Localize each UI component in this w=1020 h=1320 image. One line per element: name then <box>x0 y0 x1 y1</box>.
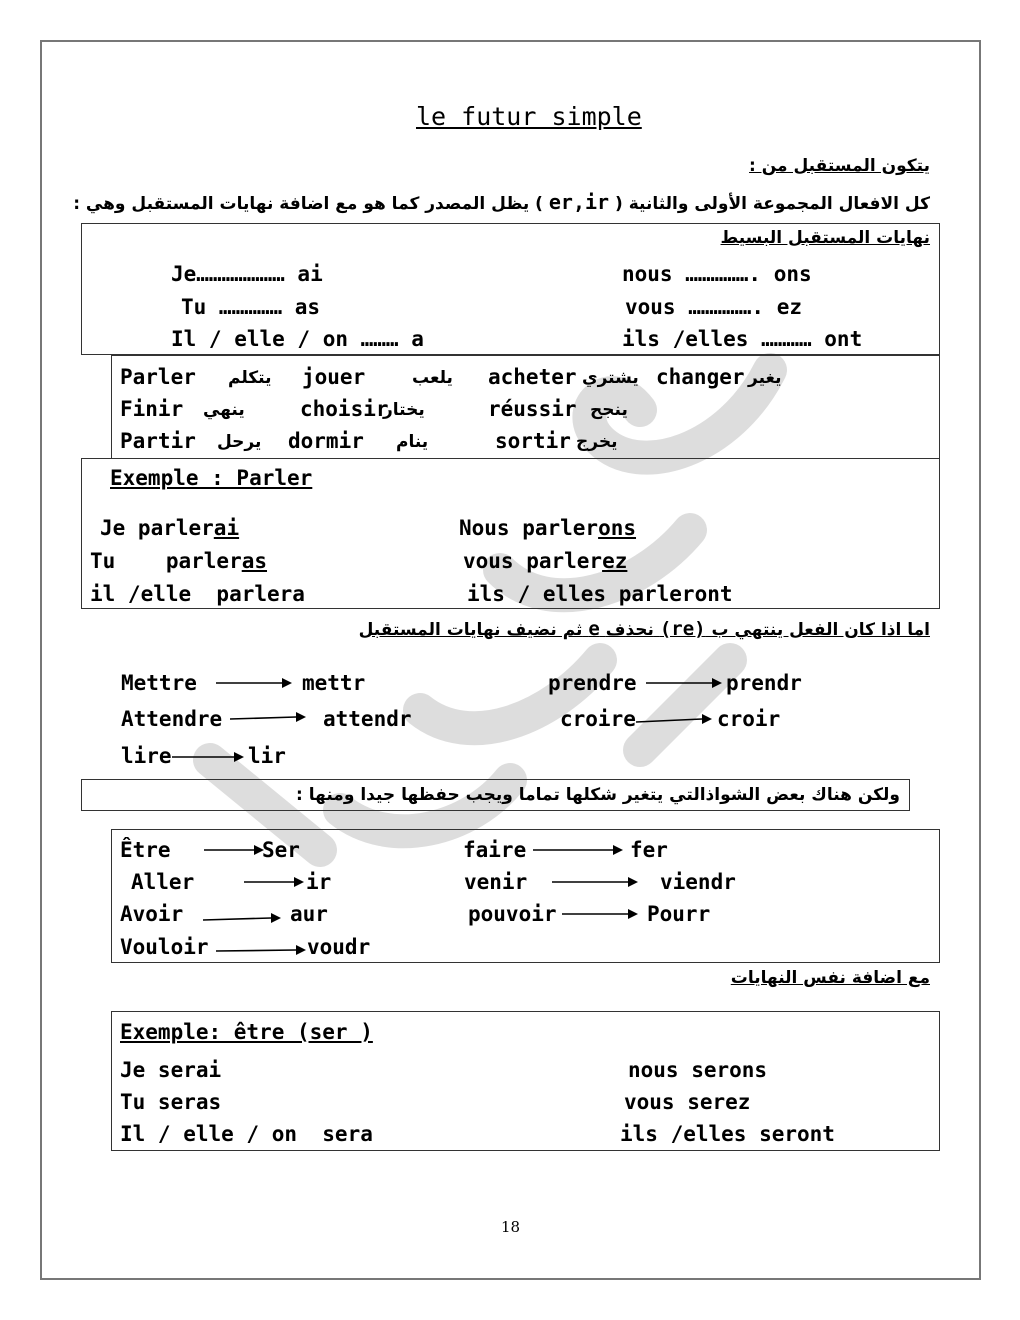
example2-vous: vous serez <box>624 1090 751 1114</box>
re-verb-attendre: Attendre <box>121 707 223 731</box>
verb-acheter: acheter <box>488 365 577 389</box>
example2-je: Je serai <box>120 1058 222 1082</box>
arrow-icon <box>204 843 264 857</box>
verb-partir-ar: يرحل <box>217 432 262 452</box>
verb-finir-ar: ينهي <box>203 400 245 420</box>
irregular-note: ولكن هناك بعض الشواذالتي يتغير شكلها تماما ويجب حفظها جيدا ومنها : <box>296 785 900 805</box>
arrow-icon <box>230 711 306 725</box>
irr-venir: venir <box>464 870 528 894</box>
verb-finir: Finir <box>120 397 184 421</box>
same-endings-note: مع اضافة نفس النهايات <box>730 968 930 988</box>
ending-ils: ils /elles ………… ont <box>622 327 863 351</box>
example1-heading: Exemple : Parler <box>110 466 313 490</box>
verb-sortir: sortir <box>495 429 571 453</box>
irr-pourr: Pourr <box>647 902 711 926</box>
page-number: 18 <box>501 1218 521 1236</box>
re-verb-attendr: attendr <box>323 707 412 731</box>
verb-partir: Partir <box>120 429 196 453</box>
verb-jouer-ar: يلعب <box>412 368 453 388</box>
page-title: le futur simple <box>416 102 642 131</box>
verb-changer-ar: يغير <box>748 368 782 388</box>
example1-vous: vous parlerez <box>463 549 628 573</box>
verb-reussir: réussir <box>488 397 577 421</box>
verb-reussir-ar: ينجح <box>590 400 628 420</box>
arrow-icon <box>636 713 712 727</box>
intro-sentence: كل الافعال المجموعة الأولى والثانية ( er,ir ) يظل المصدر كما هو مع اضافة نهايات المستقبل وهي : <box>73 190 930 214</box>
irr-aur: aur <box>290 902 328 926</box>
arrow-icon <box>244 875 304 889</box>
irr-avoir: Avoir <box>120 902 184 926</box>
example1-ils: ils / elles parleront <box>467 582 733 606</box>
arrow-icon <box>533 843 623 857</box>
re-verb-lir: lir <box>248 744 286 768</box>
ending-tu: Tu …………… as <box>181 295 321 319</box>
irr-aller: Aller <box>131 870 195 894</box>
verb-parler-ar: يتكلم <box>228 368 272 388</box>
example2-tu: Tu seras <box>120 1090 222 1114</box>
irr-faire: faire <box>463 838 527 862</box>
arrow-icon <box>216 676 292 690</box>
re-verb-lire: lire <box>121 744 172 768</box>
re-verb-croire: croire <box>560 707 636 731</box>
irr-viendr: viendr <box>660 870 736 894</box>
ending-nous: nous ……………. ons <box>622 262 812 286</box>
verb-sortir-ar: يخرج <box>576 432 618 452</box>
ending-vous: vous ……………. ez <box>625 295 803 319</box>
endings-heading: نهايات المستقبل البسيط <box>720 228 930 248</box>
verb-choisir: choisir <box>300 397 389 421</box>
example2-ils: ils /elles seront <box>620 1122 835 1146</box>
ending-il: Il / elle / on ……… a <box>171 327 424 351</box>
arrow-icon <box>562 907 638 921</box>
verb-jouer: jouer <box>302 365 366 389</box>
irr-ir: ir <box>306 870 332 894</box>
arrow-icon <box>203 911 281 925</box>
re-verb-mettr: mettr <box>302 671 366 695</box>
example2-heading: Exemple: être (ser ) <box>120 1020 373 1044</box>
verb-changer: changer <box>656 365 745 389</box>
irr-voudr: voudr <box>307 935 371 959</box>
verb-acheter-ar: يشتري <box>582 368 639 388</box>
example1-nous: Nous parlerons <box>459 516 637 540</box>
example1-il: il /elle parlera <box>90 582 305 606</box>
re-verb-prendr: prendr <box>726 671 802 695</box>
arrow-icon <box>646 676 722 690</box>
example1-je: Je parlerai <box>100 516 240 540</box>
irr-pouvoir: pouvoir <box>468 902 557 926</box>
re-verb-prendre: prendre <box>548 671 637 695</box>
irr-vouloir: Vouloir <box>120 935 209 959</box>
irr-ser: Ser <box>262 838 300 862</box>
intro-heading: يتكون المستقبل من : <box>749 156 930 176</box>
verb-parler: Parler <box>120 365 196 389</box>
re-verb-mettre: Mettre <box>121 671 197 695</box>
example2-nous: nous serons <box>628 1058 768 1082</box>
arrow-icon <box>552 875 638 889</box>
arrow-icon <box>172 750 244 764</box>
irr-fer: fer <box>630 838 668 862</box>
verb-choisir-ar: يختار <box>383 400 425 420</box>
arrow-icon <box>216 943 306 957</box>
re-rule: اما اذا كان الفعل ينتهي ب (re) نحذف e ثم نضيف نهايات المستقبل <box>358 618 930 640</box>
irr-etre: Être <box>120 838 171 862</box>
ending-je: Je………………… ai <box>171 262 323 286</box>
verb-dormir: dormir <box>288 429 364 453</box>
re-verb-croir: croir <box>717 707 781 731</box>
verb-dormir-ar: ينام <box>396 432 429 452</box>
example1-tu: Tu parleras <box>90 549 268 573</box>
example2-il: Il / elle / on sera <box>120 1122 373 1146</box>
